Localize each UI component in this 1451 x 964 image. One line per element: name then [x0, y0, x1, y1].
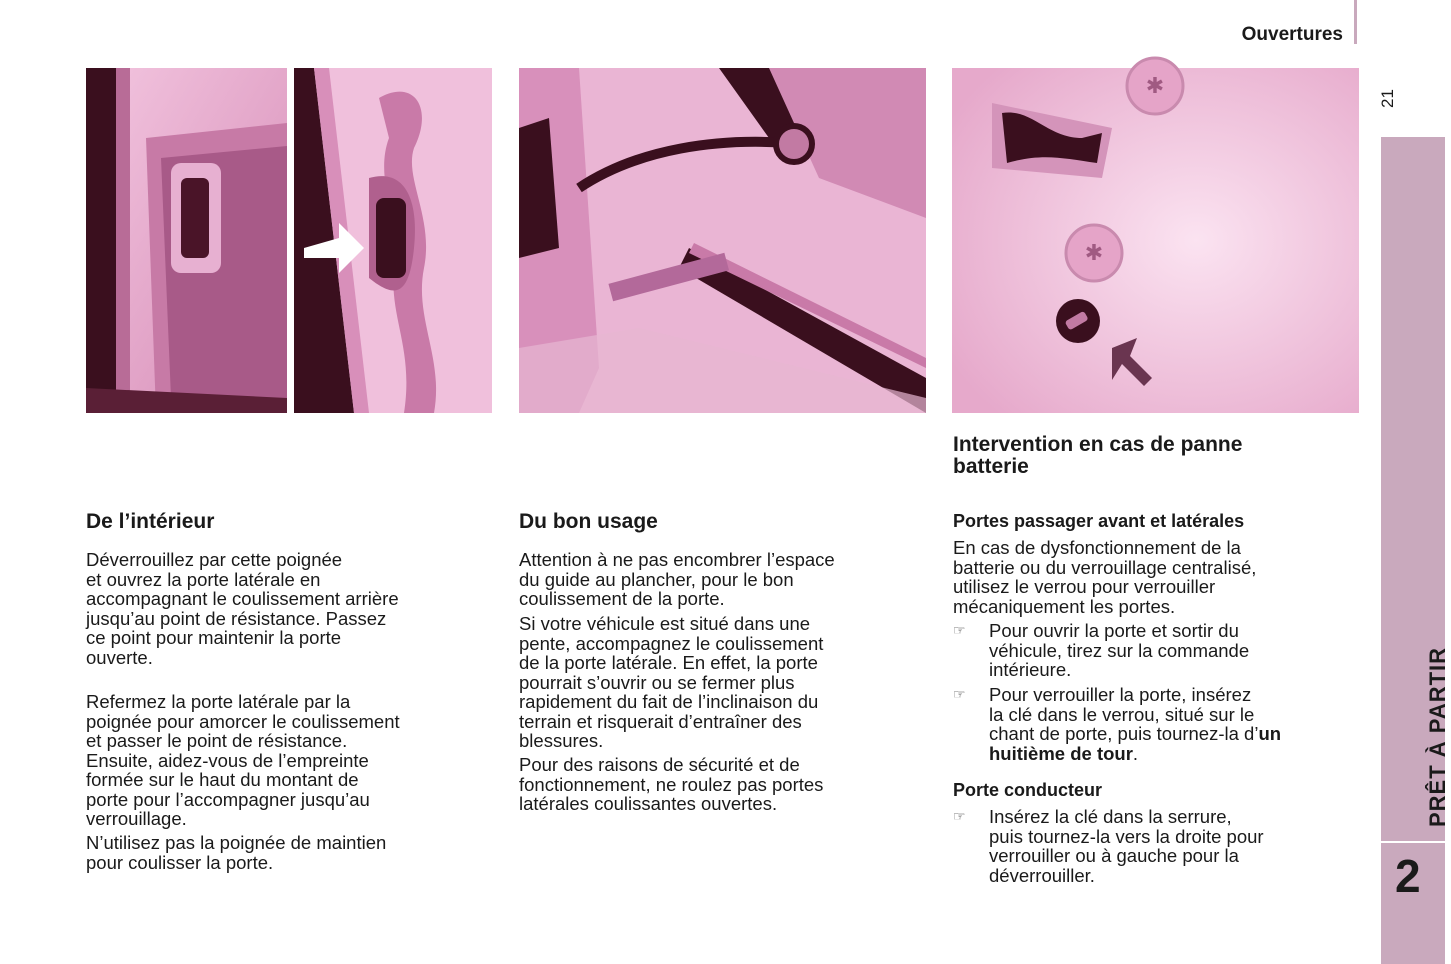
- illustration-door-grip: [294, 68, 492, 413]
- illustration-door-handle: [86, 68, 287, 413]
- subheading-passenger-doors: Portes passager avant et latérales: [953, 511, 1245, 531]
- bullet-open-door-text: Pour ouvrir la porte et sortir du véhicule, tirez sur la commande intérieure.: [989, 620, 1250, 680]
- hand-pointer-icon: ☞: [953, 808, 966, 824]
- chapter-number: 2: [1395, 850, 1421, 902]
- page-number: 21: [1378, 89, 1397, 108]
- paragraph-interior-3: N’utilisez pas la poignée de maintien pour coulisser la porte.: [86, 832, 387, 873]
- illustration-door-lock: [952, 68, 1359, 413]
- paragraph-battery-1: En cas de dysfonctionnement de la batterie ou du verrouillage centralisé, utilisez le verrou pour verrouiller mécaniquement les portes.: [953, 537, 1257, 617]
- heading-interior: De l’intérieur: [86, 510, 215, 533]
- chapter-label: PRÊT À PARTIR: [1425, 646, 1450, 827]
- bullet-lock-door-text-end: .: [1132, 742, 1139, 764]
- bullet-lock-door-text: [989, 685, 1369, 763]
- section-title: Ouvertures: [1241, 24, 1343, 45]
- bullet-lock-door-emphasis: un huitième de tour: [989, 723, 1282, 764]
- chapter-divider: [1381, 841, 1445, 843]
- chapter-tab: [1381, 137, 1450, 964]
- bullet-driver-lock-text: Insérez la clé dans la serrure, puis tournez-la vers la droite pour verrouiller ou à gauche pour la déverrouiller.: [989, 806, 1264, 886]
- header-divider: [1354, 0, 1357, 44]
- svg-text:✱: ✱: [1145, 74, 1165, 99]
- svg-text:✱: ✱: [1084, 241, 1104, 266]
- subheading-driver-door: Porte conducteur: [953, 780, 1103, 800]
- heading-good-usage: Du bon usage: [519, 510, 658, 533]
- paragraph-interior-2: Refermez la porte latérale par la poignée pour amorcer le coulissement et passer le point de résistance. Ensuite, aidez-vous de l’empreinte formée sur le haut du montant de porte pour l’accompagner jusqu’au verrouillage.: [86, 691, 400, 829]
- heading-battery-failure: Intervention en cas de panne batterie: [953, 433, 1243, 478]
- bullet-lock-door-text-start: Pour verrouiller la porte, insérez la clé dans le verrou, situé sur le chant de porte, puis tournez-la d’: [989, 684, 1259, 744]
- paragraph-usage-2: Si votre véhicule est situé dans une pente, accompagnez le coulissement de la porte latérale. En effet, la porte pourrait s’ouvrir ou se fermer plus rapidement du fait de l’inclinaison du terrain et risquerait d’entraîner des blessures.: [519, 613, 824, 751]
- hand-pointer-icon: ☞: [953, 622, 966, 638]
- paragraph-usage-1: Attention à ne pas encombrer l’espace du guide au plancher, pour le bon coulissement de la porte.: [519, 549, 835, 609]
- paragraph-usage-3: Pour des raisons de sécurité et de fonctionnement, ne roulez pas portes latérales coulissantes ouvertes.: [519, 754, 824, 814]
- illustration-sliding-guide: [519, 68, 926, 413]
- hand-pointer-icon: ☞: [953, 686, 966, 702]
- paragraph-interior-1: Déverrouillez par cette poignée et ouvrez la porte latérale en accompagnant le coulissement arrière jusqu’au point de résistance. Passez ce point pour maintenir la porte ouverte.: [86, 549, 399, 668]
